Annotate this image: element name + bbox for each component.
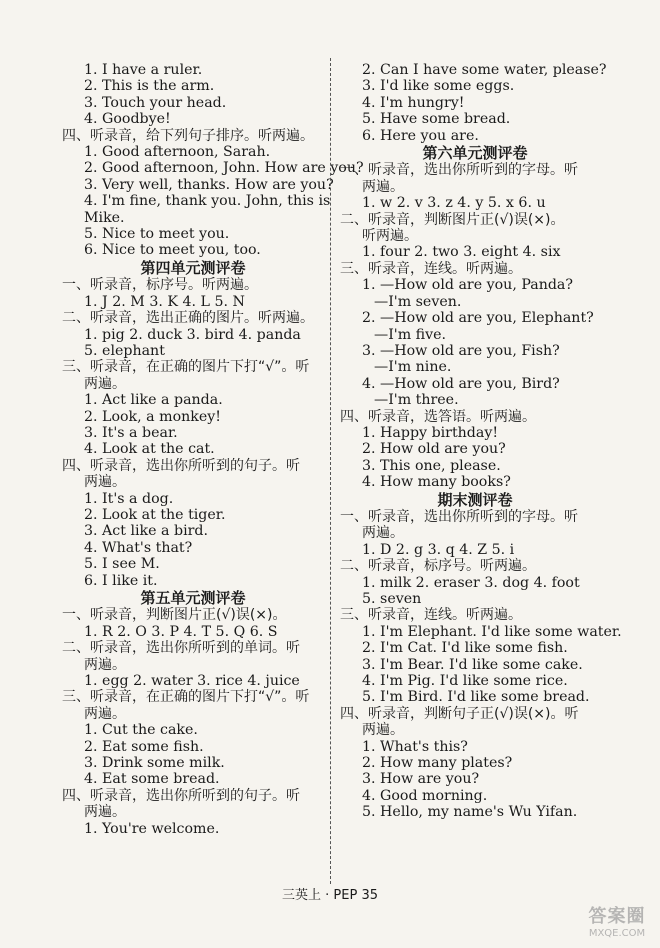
section-title: 第五单元测评卷 [140,589,246,607]
answer-line: 3. I'm Bear. I'd like some cake. [362,656,583,673]
answer-line: 6. Nice to meet you, too. [84,242,261,259]
question-instruction: 两遍。 [84,656,126,673]
answer-line: —I'm five. [374,326,447,343]
answer-line: 4. Good morning. [362,787,488,804]
answer-line: 2. Look, a monkey! [84,408,221,425]
left-column [62,62,364,837]
answer-line: 4. What's that? [84,539,193,556]
question-instruction: 两遍。 [84,375,126,392]
answer-line: 3. How are you? [362,771,480,788]
answer-line: —I'm seven. [374,293,462,310]
answer-line: 2. Look at the tiger. [84,506,226,523]
answer-line: 4. I'm hungry! [362,94,465,111]
answer-line: 3. Touch your head. [84,94,227,111]
answer-line: 3. Very well, thanks. How are you? [84,176,334,193]
question-instruction: 听两遍。 [362,228,418,245]
question-instruction: 两遍。 [362,525,404,542]
answer-line: 5. I'm Bird. I'd like some bread. [362,689,590,706]
answer-line: 4. Goodbye! [84,111,171,128]
section-title: 期末测评卷 [437,490,513,509]
question-instruction: 四、听录音，判断句子正(√)误(×)。听 [340,705,579,722]
answer-line: 2. Eat some fish. [84,738,204,755]
question-instruction: 两遍。 [84,705,126,722]
answer-line: 2. This is the arm. [84,78,215,95]
answer-line: 4. I'm fine, thank you. John, this is [84,193,331,210]
answer-line: 1. Good afternoon, Sarah. [84,144,271,161]
watermark-logo [582,902,652,942]
answer-line: 1. J 2. M 3. K 4. L 5. N [84,293,245,310]
answer-line: 2. I'm Cat. I'd like some fish. [362,640,568,657]
answer-line: 3. I'd like some eggs. [362,78,515,95]
answer-line: —I'm three. [374,392,459,409]
answer-line: 1. Happy birthday! [362,424,499,441]
answer-line: 6. I like it. [84,572,158,589]
answer-line: 4. Look at the cat. [84,441,215,458]
section-title: 第六单元测评卷 [422,144,528,163]
answer-line: 1. What's this? [362,738,468,755]
answer-line: 1. I have a ruler. [84,62,203,78]
question-instruction: 四、听录音，选出你所听到的句子。听 [62,457,300,474]
answer-line: 2. Good afternoon, John. How are you? [84,160,364,177]
answer-line: 4. —How old are you, Bird? [362,375,560,392]
question-instruction: 一、听录音，选出你所听到的字母。听 [340,508,578,525]
answer-line: 1. It's a dog. [84,490,174,507]
answer-line: 2. How old are you? [362,441,506,458]
answer-line: 4. I'm Pig. I'd like some rice. [362,673,568,690]
answer-line: 1. egg 2. water 3. rice 4. juice [84,673,300,690]
watermark-text: 答案圈 [588,906,646,927]
answer-line: 4. Eat some bread. [84,771,220,788]
answer-line: 3. Act like a bird. [84,523,208,540]
question-instruction: 二、听录音，判断图片正(√)误(×)。 [340,211,565,228]
answer-line: 1. Act like a panda. [84,392,223,409]
answer-line: 1. pig 2. duck 3. bird 4. panda [84,326,301,343]
question-instruction: 两遍。 [84,804,126,821]
question-instruction: 二、听录音，标序号。听两遍。 [340,558,536,575]
answer-line: 1. milk 2. eraser 3. dog 4. foot [362,574,580,591]
question-instruction: 两遍。 [84,474,126,491]
question-instruction: 两遍。 [362,722,404,739]
answer-line: 4. How many books? [362,474,511,491]
question-instruction: 四、听录音，选出你所听到的句子。听 [62,787,300,804]
page-footer: 三英上 · PEP 35 [282,888,378,903]
question-instruction: 三、听录音，在正确的图片下打“√”。听 [62,359,310,376]
question-instruction: 一、听录音，判断图片正(√)误(×)。 [62,607,287,624]
answer-line: 3. —How old are you, Fish? [362,342,560,359]
answer-line: 1. I'm Elephant. I'd like some water. [362,623,622,640]
answer-line: 6. Here you are. [362,127,479,144]
answer-line: 1. R 2. O 3. P 4. T 5. Q 6. S [84,623,278,640]
answer-line: 2. How many plates? [362,755,513,772]
answer-line: 5. I see M. [84,556,160,573]
answer-line: Mike. [84,209,125,226]
answer-line: 3. It's a bear. [84,424,178,441]
question-instruction: 四、听录音，选答语。听两遍。 [340,408,536,425]
answer-line: 1. four 2. two 3. eight 4. six [362,244,561,261]
answer-line: 1. —How old are you, Panda? [362,277,573,294]
answer-line: 1. w 2. v 3. z 4. y 5. x 6. u [362,195,546,212]
answer-line: 1. You're welcome. [84,820,220,837]
answer-line: 2. —How old are you, Elephant? [362,310,594,327]
question-instruction: 三、听录音，连线。听两遍。 [340,260,522,277]
question-instruction: 两遍。 [362,178,404,195]
answer-line: 3. This one, please. [362,457,501,474]
answer-line: 5. Nice to meet you. [84,226,230,243]
right-column [340,62,622,821]
question-instruction: 一、听录音，标序号。听两遍。 [62,277,258,294]
question-instruction: 一、听录音，选出你所听到的字母。听 [340,162,578,179]
answer-line: 5. seven [362,591,422,607]
answer-line: 1. Cut the cake. [84,722,198,739]
column-divider [330,58,331,884]
answer-line: 1. D 2. g 3. q 4. Z 5. i [362,541,515,558]
watermark-url: MXQE.COM [588,928,646,939]
question-instruction: 三、听录音，在正确的图片下打“√”。听 [62,689,310,706]
question-instruction: 二、听录音，选出你所听到的单词。听 [62,640,300,657]
question-instruction: 三、听录音，连线。听两遍。 [340,607,522,624]
answer-line: 2. Can I have some water, please? [362,62,607,78]
answer-line: 3. Drink some milk. [84,755,225,772]
question-instruction: 四、听录音，给下列句子排序。听两遍。 [62,127,314,144]
section-title: 第四单元测评卷 [140,258,246,277]
answer-line: 5. Hello, my name's Wu Yifan. [362,804,578,821]
question-instruction: 二、听录音，选出正确的图片。听两遍。 [62,310,314,327]
answer-line: 5. Have some bread. [362,111,511,128]
answer-line: —I'm nine. [374,359,452,376]
answer-line: 5. elephant [84,342,165,359]
